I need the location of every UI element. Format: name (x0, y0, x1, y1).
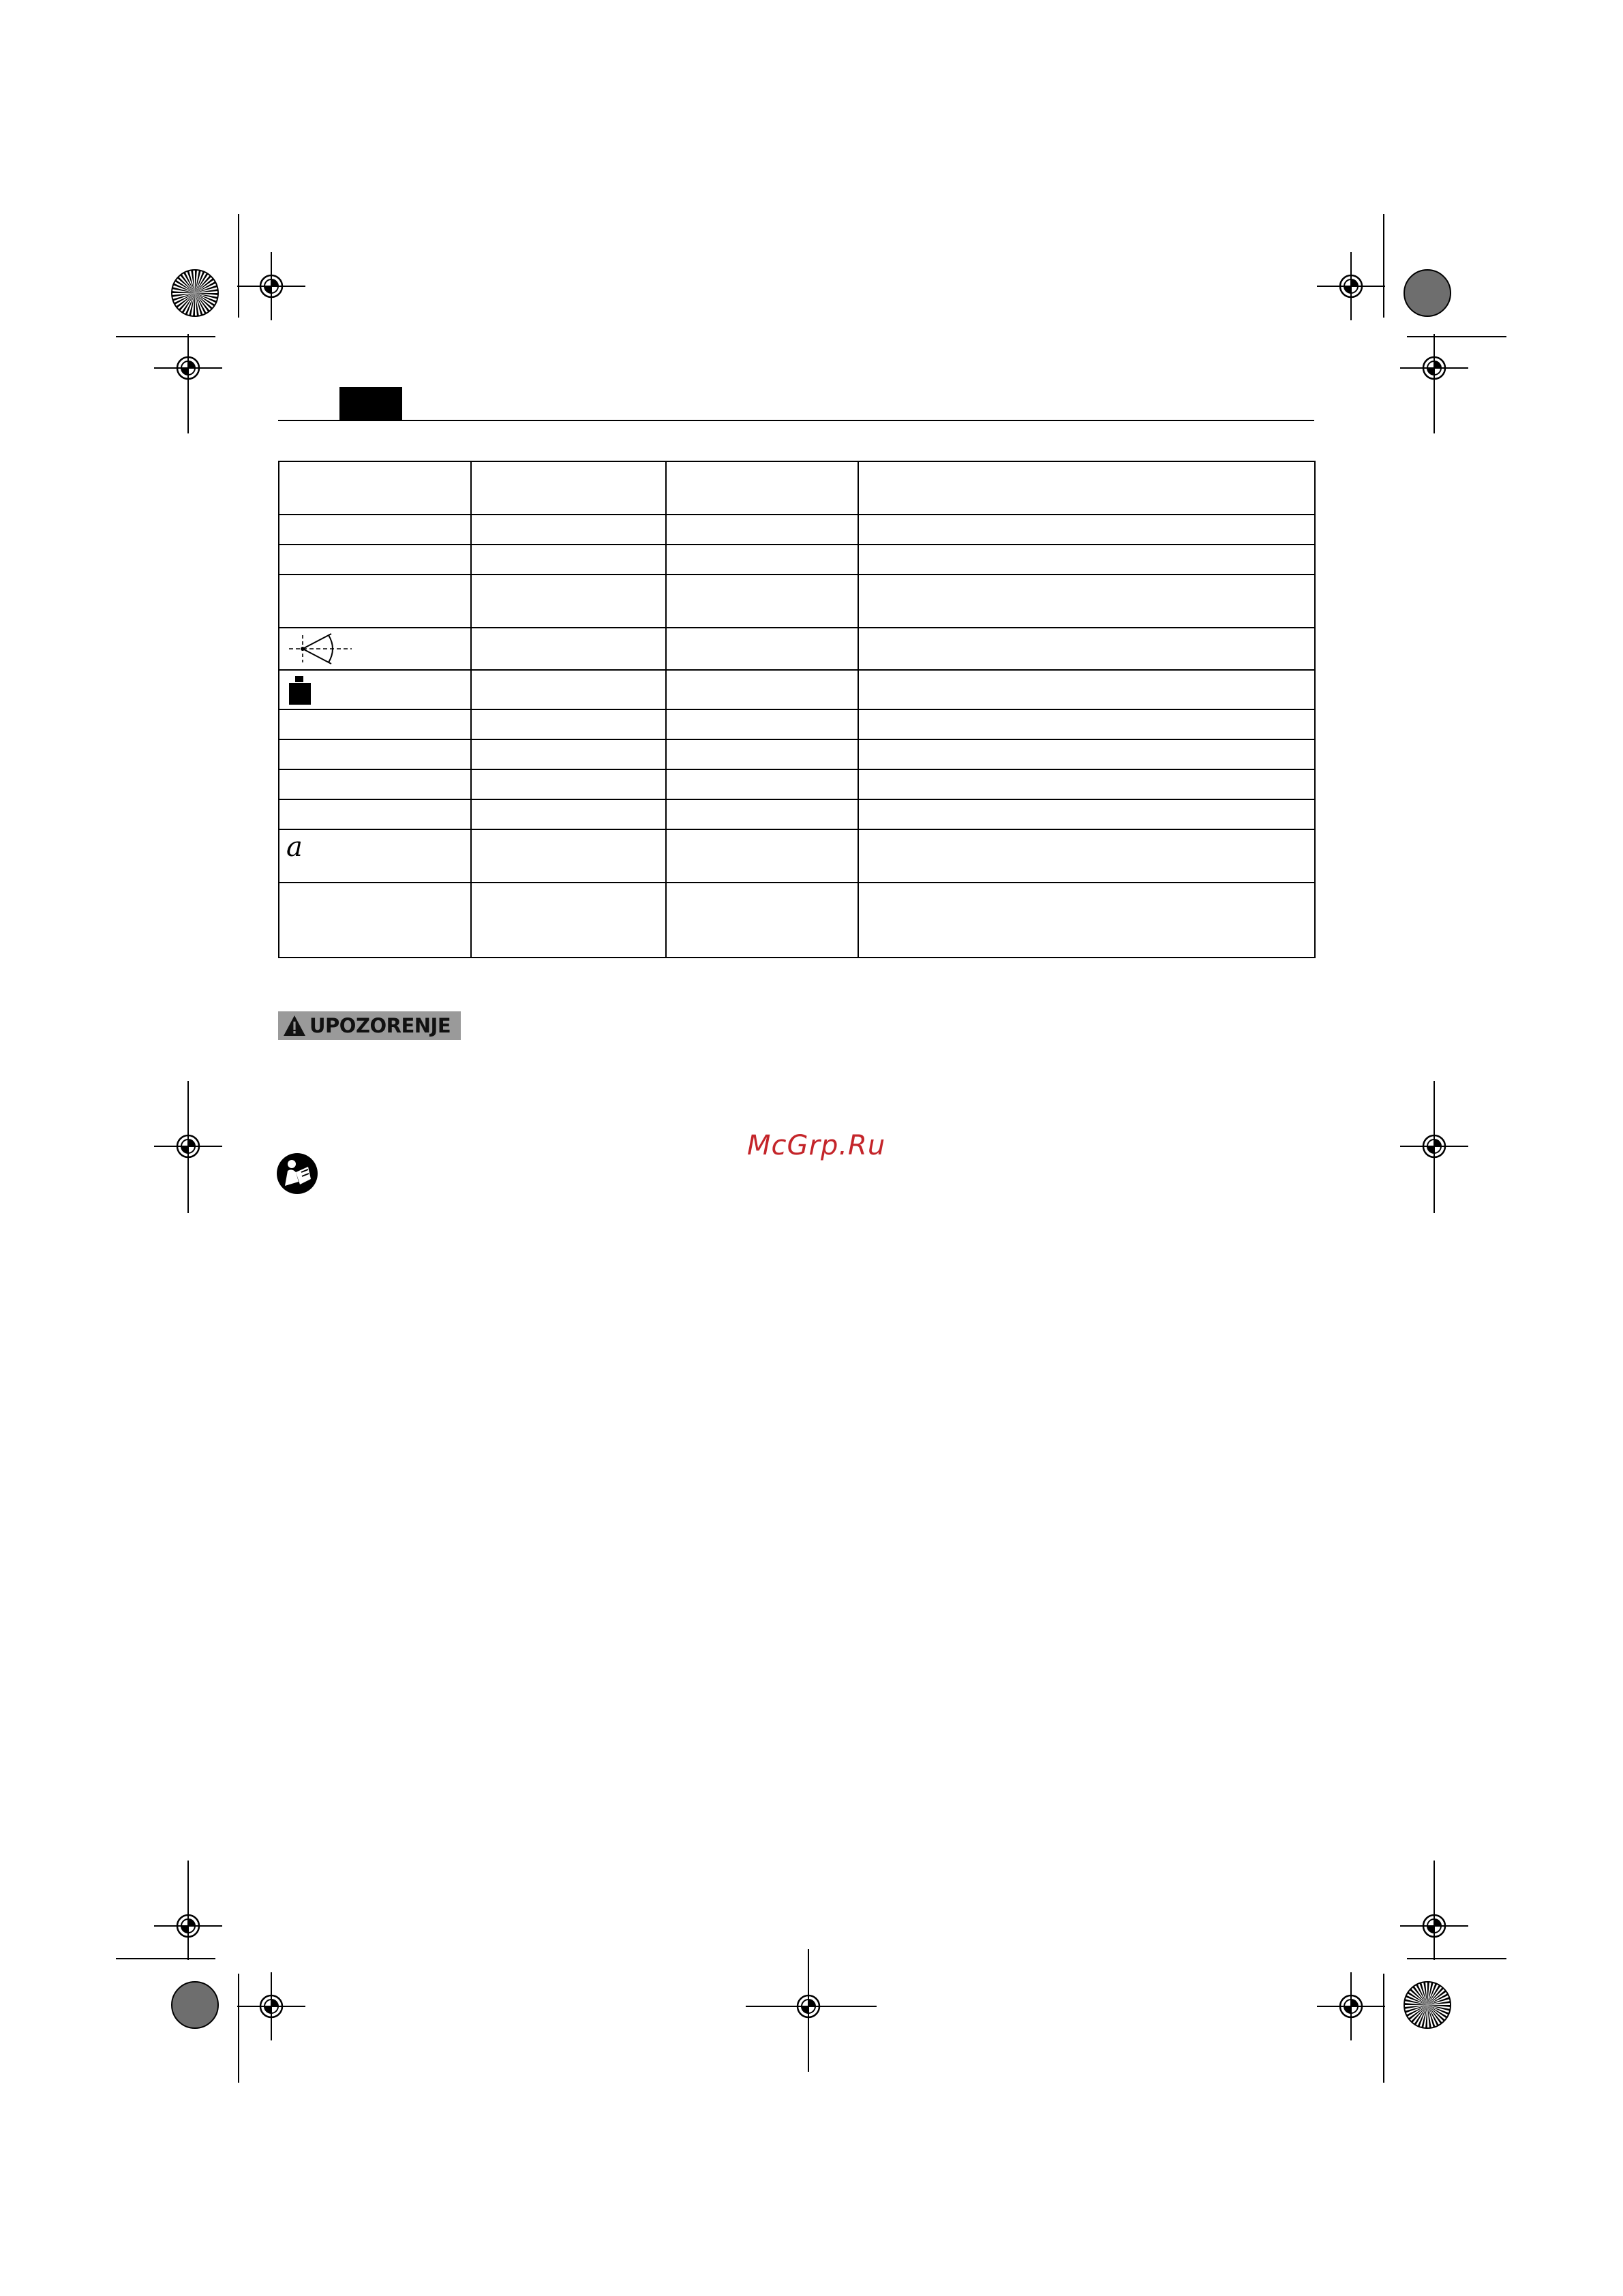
table-row (279, 515, 1315, 545)
warning-triangle-icon (282, 1014, 307, 1037)
table-row (279, 575, 1315, 628)
angle-arc-icon (286, 630, 354, 668)
table-row (279, 769, 1315, 799)
crosshair-registration-icon (237, 1972, 305, 2040)
crosshair-registration-icon (1317, 252, 1385, 320)
crosshair-registration-icon (237, 252, 305, 320)
gray-target-icon (172, 1982, 218, 2028)
warning-badge (278, 1011, 461, 1040)
warning-label: UPOZORENJE (309, 1014, 451, 1037)
gray-target-icon (1404, 270, 1451, 316)
table-row (279, 883, 1315, 958)
table-row (279, 628, 1315, 670)
radial-target-icon (1404, 1982, 1451, 2028)
table-row (279, 799, 1315, 829)
table-row (279, 829, 1315, 883)
spec-table (278, 461, 1316, 958)
table-row (279, 709, 1315, 739)
language-tab-marker (339, 387, 402, 420)
header-rule (278, 420, 1314, 421)
table-row (279, 461, 1315, 515)
table-row (279, 545, 1315, 575)
table-row (279, 739, 1315, 769)
watermark: McGrp.Ru (747, 1130, 886, 1161)
table-row (279, 670, 1315, 709)
read-manual-icon (275, 1152, 319, 1195)
italic-a-symbol: a (286, 831, 303, 863)
radial-target-icon (172, 270, 218, 316)
weight-icon (286, 673, 314, 706)
crosshair-registration-icon (1317, 1972, 1385, 2040)
